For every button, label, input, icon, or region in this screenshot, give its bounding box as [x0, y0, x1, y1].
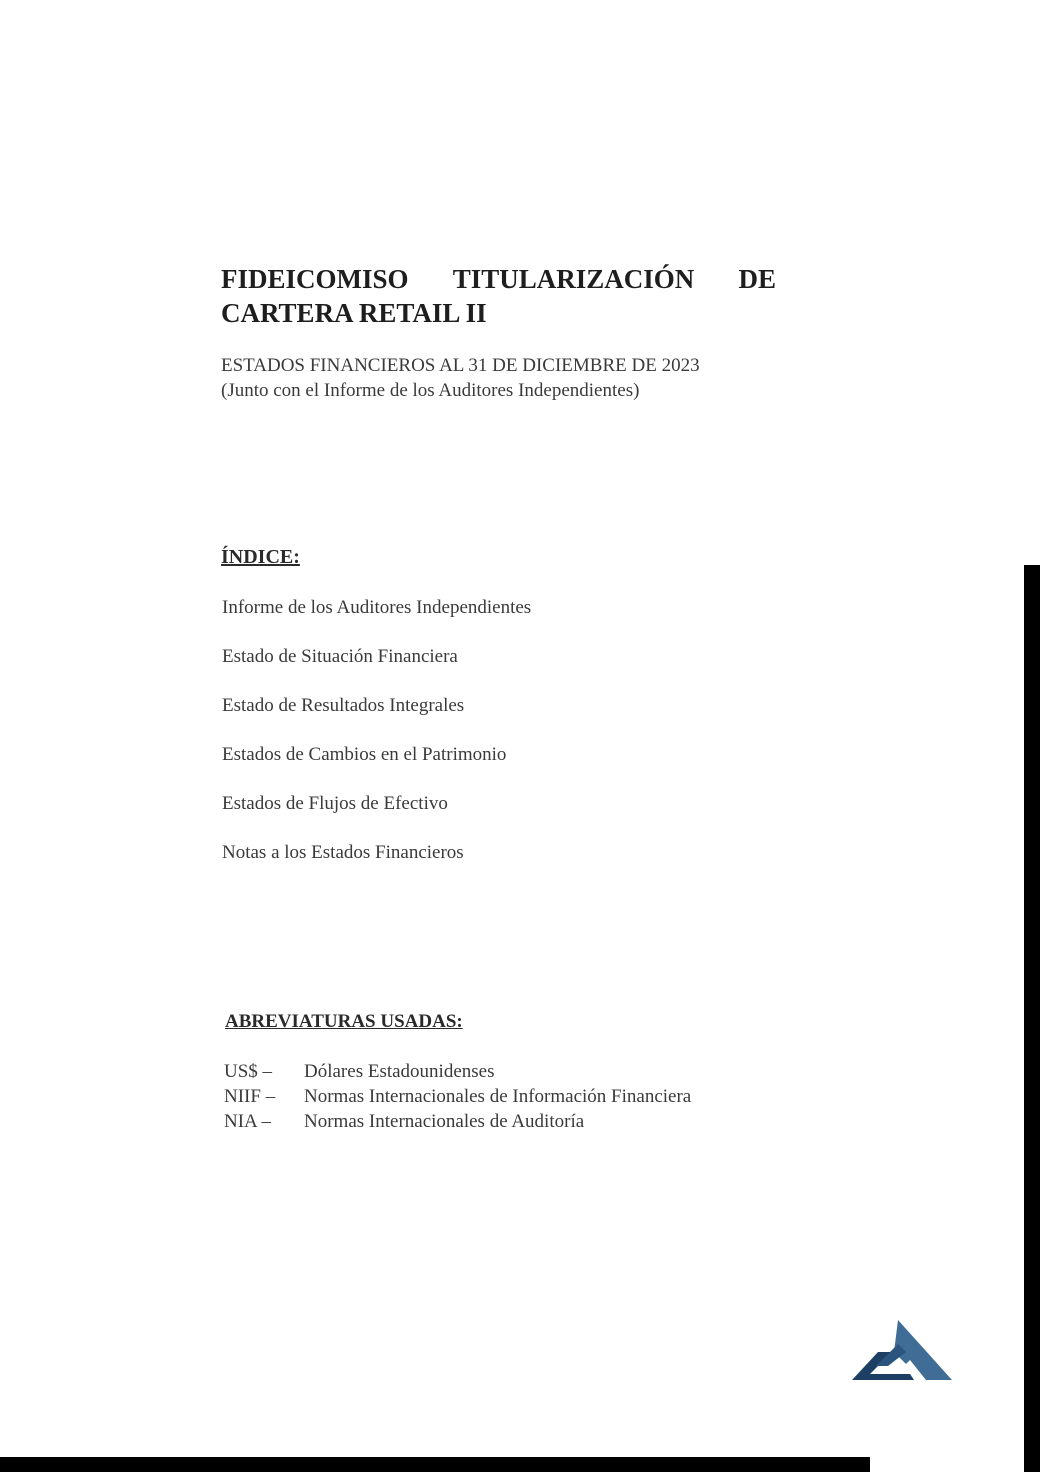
title-line-1	[221, 262, 776, 296]
subtitle-line-1: ESTADOS FINANCIEROS AL 31 DE DICIEMBRE DE 2023	[221, 355, 700, 376]
abbreviation-code: NIIF –	[224, 1086, 276, 1107]
document-title	[221, 262, 776, 330]
index-list	[222, 596, 531, 890]
index-item: Notas a los Estados Financieros	[222, 842, 464, 863]
abbreviations-heading: ABREVIATURAS USADAS:	[225, 1011, 463, 1032]
abbreviation-item	[224, 1084, 691, 1109]
index-item: Informe de los Auditores Independientes	[222, 597, 532, 618]
abbreviation-code: NIA –	[224, 1111, 271, 1132]
abbreviation-meaning: Dólares Estadounidenses	[304, 1061, 495, 1082]
abbreviation-meaning: Normas Internacionales de Información Financiera	[304, 1086, 692, 1107]
document-subtitle	[221, 353, 700, 403]
mountain-logo-icon	[848, 1316, 954, 1382]
index-item: Estados de Cambios en el Patrimonio	[222, 744, 507, 765]
title-word: DE	[738, 264, 776, 294]
abbreviation-code: US$ –	[224, 1061, 273, 1082]
index-item: Estado de Resultados Integrales	[222, 695, 465, 716]
index-item: Estados de Flujos de Efectivo	[222, 793, 448, 814]
abbreviation-meaning: Normas Internacionales de Auditoría	[304, 1111, 585, 1132]
abbreviations-list	[224, 1059, 691, 1134]
subtitle-line-2: (Junto con el Informe de los Auditores Independientes)	[221, 380, 640, 401]
title-word: FIDEICOMISO	[221, 264, 409, 294]
index-item: Estado de Situación Financiera	[222, 646, 458, 667]
title-word: TITULARIZACIÓN	[452, 264, 695, 294]
abbreviation-item	[224, 1109, 691, 1134]
abbreviation-item	[224, 1059, 691, 1084]
title-line-2: CARTERA RETAIL II	[221, 298, 487, 328]
scan-border-right	[1024, 565, 1040, 1472]
index-heading: ÍNDICE:	[221, 546, 300, 568]
scan-border-bottom	[0, 1457, 870, 1472]
